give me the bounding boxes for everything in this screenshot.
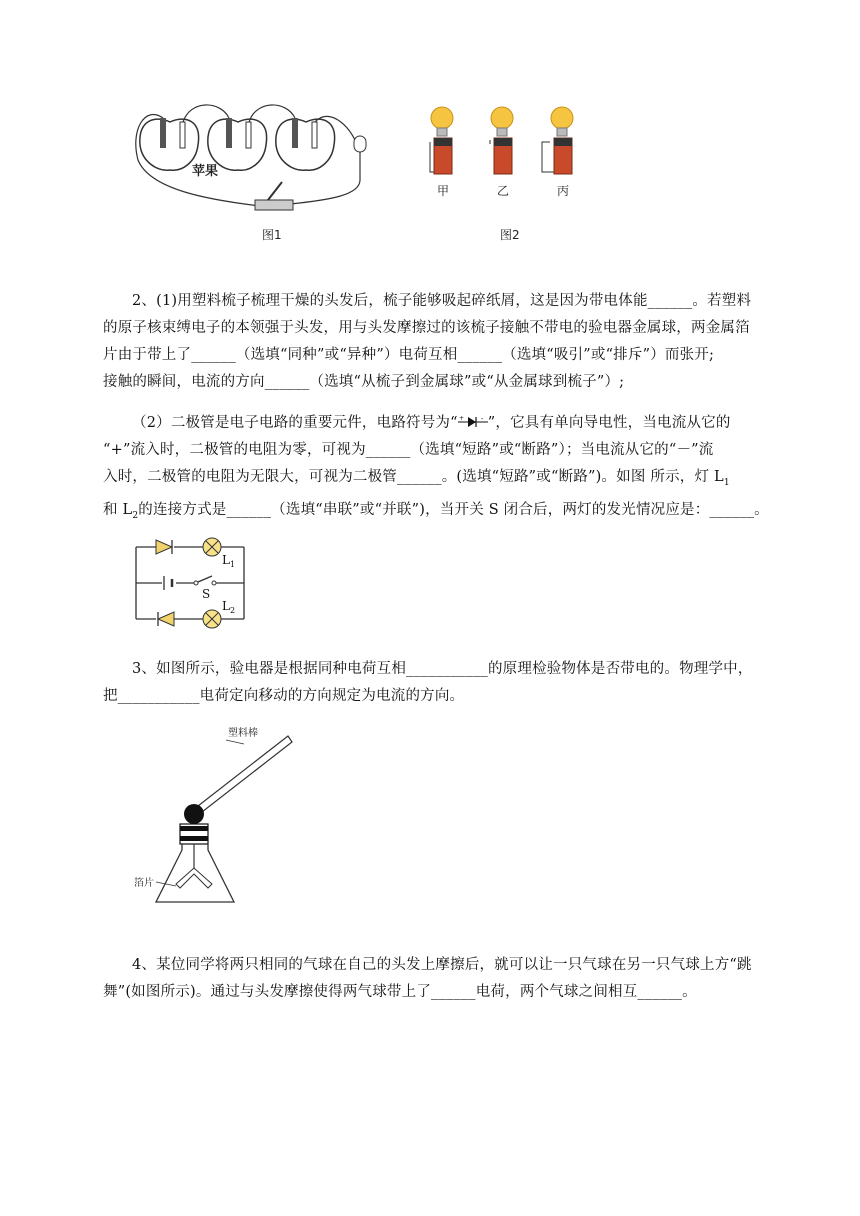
circuit-l1-sub: 1 [229,560,236,569]
label-bing: 丙 [557,184,570,198]
apple-battery-figure [130,100,390,220]
l2-sub-inline: 2 [132,510,139,521]
circuit-l1-label: L [222,553,230,567]
q4-line-1: 4、某位同学将两只相同的气球在自己的头发上摩擦后，就可以让一只气球在另一只气球上方“跳 [132,957,752,973]
apple-label: 苹果 [192,164,219,179]
fig1-caption: 图1 [262,228,282,242]
q2-p2-line-4 [103,497,803,530]
q2-p2-line-1-b: ”，它具有单向导电性，当电流从它的 [487,415,731,431]
q2-p2-line-4-b: 的连接方式是______（选填“串联”或“并联”)，当开关 S 闭合后，两灯的发光情况应是：______。 [138,501,769,518]
rod-label: 塑料棒 [228,728,258,739]
bulb-yi-group [490,107,513,174]
question-3 [103,656,803,710]
svg-text:-: - [480,415,484,423]
circuit-switch-label: S [202,587,211,601]
q2-line-4: 接触的瞬间，电流的方向______（选填“从梳子到金属球”或“从金属球到梳子”）; [103,374,625,390]
question-4 [103,952,803,1006]
svg-text:L1 [222,553,235,569]
q3-line-2: 把___________电荷定向移动的方向规定为电流的方向。 [103,688,465,704]
circuit-l2-label: L [222,599,230,613]
q2-p2-line-4-a: 和 L [103,501,133,518]
circuit-l2-sub: 2 [229,606,236,615]
question-2-part-1 [103,288,803,396]
diode-circuit-figure [128,532,258,636]
q4-line-2: 舞”(如图所示)。通过与头发摩擦使得两气球带上了______电荷，两个气球之间相互______。 [103,984,697,1000]
q2-p2-line-1-a: （2）二极管是电子电路的重要元件，电路符号为“ [132,415,458,431]
svg-text:+: + [458,415,464,422]
q3-line-1: 3、如图所示，验电器是根据同种电荷互相___________的原理检验物体是否带电的。物理学中， [132,661,753,677]
fig2-caption: 图2 [500,228,520,242]
diode-symbol-icon [458,415,488,429]
q2-p2-line-3 [103,464,803,497]
l1-sub-inline: 1 [723,477,730,488]
q2-p2-line-1 [103,410,803,437]
q2-line-2: 的原子核束缚电子的本领强于头发，用与头发摩擦过的该梳子接触不带电的验电器金属球，两金属箔 [103,320,750,336]
bulb-bing-group [542,107,573,174]
bulb-jia-group [430,107,453,174]
q2-line-1: 2、(1)用塑料梳子梳理干燥的头发后，梳子能够吸起碎纸屑，这是因为带电体能______。若塑料 [132,293,752,309]
electroscope-figure [128,722,308,912]
q2-line-3: 片由于带上了______（选填“同种”或“异种”）电荷互相______（选填“吸引”或“排斥”）而张开; [103,347,715,363]
label-yi: 乙 [497,184,510,198]
q2-p2-line-3-text: 入时，二极管的电阻为无限大，可视为二极管______。(选填“短路”或“断路”)。如图 所示，灯 L [103,469,724,485]
label-jia: 甲 [437,184,450,198]
q2-p2-line-2: “+”流入时，二极管的电阻为零，可视为______（选填“短路”或“断路”）；当电流从它的“－”流 [103,442,714,458]
foil-label: 箔片 [134,878,154,889]
svg-text:L2 [222,599,235,615]
question-2-part-2 [103,410,803,530]
